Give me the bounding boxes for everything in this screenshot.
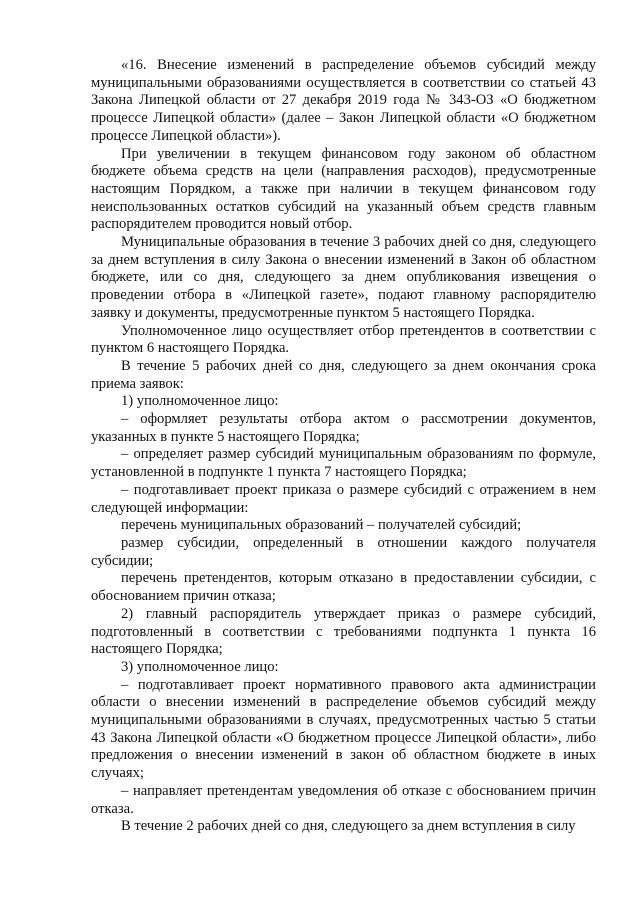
paragraph-two-days: В течение 2 рабочих дней со дня, следующего за днем вступления в силу xyxy=(121,818,576,835)
list-item-subsidy-size: размер субсидии, определенный в отношении каждого получателя субсидии; xyxy=(91,534,596,569)
list-item-refused-list: перечень претендентов, которым отказано в предоставлении субсидии, с обоснованием причин отказа; xyxy=(91,570,596,605)
list-item-prepare-act: – подготавливает проект нормативного правового акта администрации области о внесении изменений в распределение объемов субсидий между муниципальными образованиями в случаях, предусмотренных частью 5 статьи 43 Закона Липецкой области «О бюджетном процессе Липецкой области», либо предложения о внесении изменений в закон об областном бюджете в иных случаях; xyxy=(91,676,596,782)
list-item-record-results: – оформляет результаты отбора актом о рассмотрении документов, указанных в пункте 5 настоящего Порядка; xyxy=(91,411,596,445)
list-item-authorized-person-3: 3) уполномоченное лицо: xyxy=(121,658,279,675)
list-item-approve-order: 2) главный распорядитель утверждает приказ о размере субсидий, подготовленный в соответствии с требованиями подпункта 1 пункта 16 настоящего Порядка; xyxy=(91,605,596,658)
list-item-prepare-order: – подготавливает проект приказа о размере субсидий с отражением в нем следующей информации: xyxy=(91,481,596,516)
paragraph-selection: Уполномоченное лицо осуществляет отбор претендентов в соответствии с пунктом 6 настоящего Порядка. xyxy=(91,322,596,357)
paragraph-application-deadline: Муниципальные образования в течение 3 рабочих дней со дня, следующего за днем вступления в силу Закона о внесении изменений в Закон об областном бюджете, или со дня, следующего за днем опубликования извещения о проведении отбора в «Липецкой газете», подают главному распорядителю заявку и документы, предусмотренные пунктом 5 настоящего Порядка. xyxy=(91,234,596,321)
list-item-recipients-list: перечень муниципальных образований – получателей субсидий; xyxy=(121,517,522,534)
paragraph-five-days: В течение 5 рабочих дней со дня, следующего за днем окончания срока приема заявок: xyxy=(91,357,596,392)
document-body xyxy=(91,57,596,836)
paragraph-budget-increase: При увеличении в текущем финансовом году законом об областном бюджете объема средств на цели (направления расходов), предусмотренные настоящим Порядком, а также при наличии в текущем финансовом году неиспользованных остатков субсидий на указанный объем средств главным распорядителем проводится новый отбор. xyxy=(91,145,596,233)
list-item-determine-size: – определяет размер субсидий муниципальным образованиям по формуле, установленной в подпункте 1 пункта 7 настоящего Порядка; xyxy=(91,446,596,481)
list-item-authorized-person-1: 1) уполномоченное лицо: xyxy=(121,393,279,410)
list-item-send-notices: – направляет претендентам уведомления об отказе с обоснованием причин отказа. xyxy=(91,782,596,817)
paragraph-16-intro: «16. Внесение изменений в распределение объемов субсидий между муниципальными образованиями осуществляется в соответствии со статьей 43 Закона Липецкой области от 27 декабря 2019 года № 343-ОЗ «О бюджетном процессе Липецкой области» (далее – Закон Липецкой области «О бюджетном процессе Липецкой области»). xyxy=(91,57,596,144)
